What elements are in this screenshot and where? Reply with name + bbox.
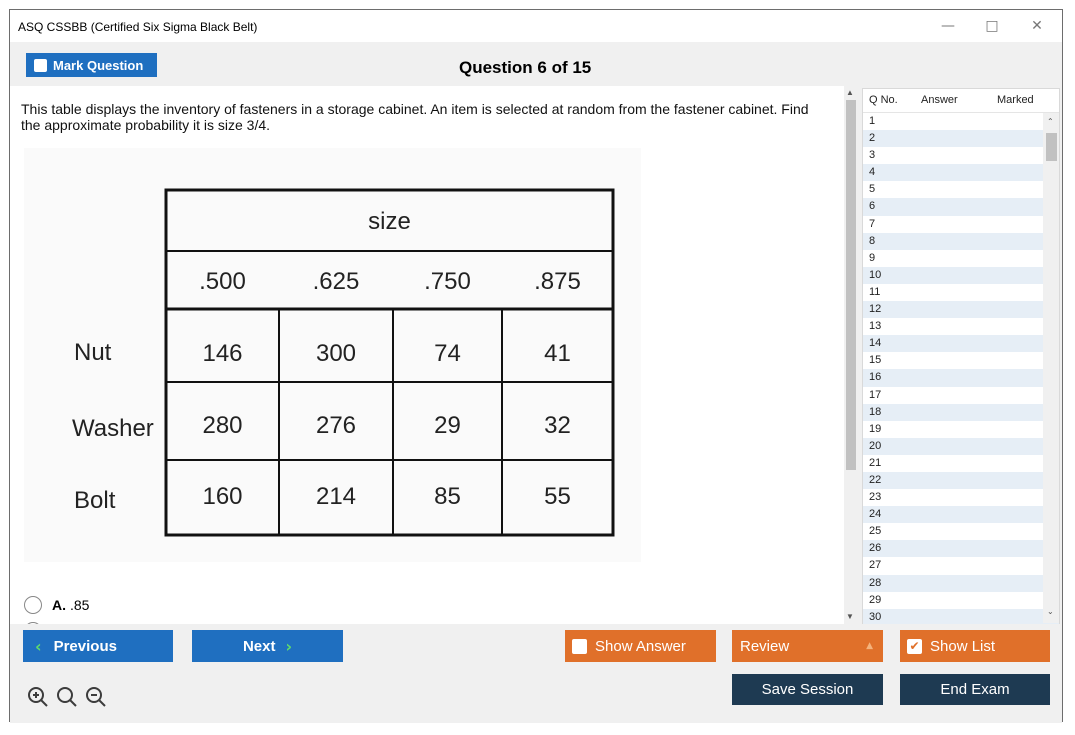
chevron-left-icon: ‹ bbox=[35, 636, 42, 656]
show-list-label: Show List bbox=[930, 637, 996, 655]
question-list-row[interactable]: 3 bbox=[869, 149, 876, 162]
scroll-up-icon[interactable]: ⌃ bbox=[1047, 117, 1054, 126]
bottom-bar bbox=[10, 624, 1062, 723]
table-row-label: Washer bbox=[72, 415, 154, 442]
marked-header: Marked bbox=[997, 94, 1034, 106]
question-list-row[interactable]: 29 bbox=[869, 593, 882, 606]
previous-button[interactable] bbox=[23, 630, 173, 662]
question-list-row[interactable]: 16 bbox=[863, 369, 1059, 386]
question-text: This table displays the inventory of fasteners in a storage cabinet. An item is selected at random from the fastener cabinet. Find the approximate probability it is size 3/4. bbox=[21, 101, 809, 133]
scroll-thumb[interactable] bbox=[846, 100, 856, 470]
answer-option-a[interactable] bbox=[24, 596, 89, 614]
review-label: Review bbox=[740, 637, 790, 655]
table-cell: 276 bbox=[315, 412, 357, 439]
table-cell: 160 bbox=[202, 483, 243, 510]
zoom-reset-icon[interactable] bbox=[58, 688, 76, 706]
question-list-row[interactable]: 24 bbox=[863, 506, 1059, 523]
question-list-row[interactable]: 21 bbox=[869, 456, 882, 469]
table-row-label: Bolt bbox=[74, 487, 116, 514]
show-answer-label: Show Answer bbox=[595, 637, 686, 655]
question-list-row[interactable]: 25 bbox=[869, 525, 882, 538]
table-cell: 32 bbox=[544, 412, 571, 439]
question-list-row[interactable]: 9 bbox=[869, 251, 876, 264]
table-cell: 280 bbox=[202, 412, 243, 439]
minimize-icon[interactable]: — bbox=[941, 18, 955, 34]
question-list-row[interactable]: 22 bbox=[863, 472, 1059, 489]
table-cell: 85 bbox=[434, 483, 461, 510]
zoom-in-icon[interactable] bbox=[29, 688, 47, 706]
question-list-row[interactable]: 13 bbox=[869, 320, 882, 333]
question-list-row[interactable]: 1 bbox=[869, 115, 876, 127]
table-cell: 300 bbox=[315, 340, 357, 367]
question-pane bbox=[10, 86, 858, 624]
table-row-label: Nut bbox=[74, 339, 112, 366]
maximize-icon[interactable]: □ bbox=[985, 18, 999, 34]
table-col-header: .750 bbox=[424, 268, 471, 295]
close-icon[interactable]: ✕ bbox=[1031, 18, 1043, 34]
table-col-header: .875 bbox=[534, 268, 581, 295]
question-list-row[interactable]: 8 bbox=[863, 233, 1059, 250]
dropdown-arrow-icon: ▲ bbox=[866, 641, 873, 651]
table-cell: 146 bbox=[202, 340, 243, 367]
qno-header: Q No. bbox=[869, 94, 898, 106]
save-session-label: Save Session bbox=[761, 681, 854, 698]
title-bar bbox=[10, 10, 1062, 42]
previous-label: Previous bbox=[53, 637, 117, 655]
mark-question-button[interactable] bbox=[26, 53, 157, 77]
scroll-down-icon[interactable]: ▼ bbox=[846, 612, 854, 621]
question-list-row[interactable]: 23 bbox=[869, 491, 882, 504]
end-exam-button[interactable] bbox=[900, 674, 1050, 705]
table-cell: 55 bbox=[544, 483, 571, 510]
scroll-thumb[interactable] bbox=[1046, 133, 1057, 161]
toolbar bbox=[10, 42, 1062, 86]
question-list-row[interactable]: 26 bbox=[863, 540, 1059, 557]
question-list-rows bbox=[863, 113, 1059, 626]
question-list-row[interactable]: 20 bbox=[863, 438, 1059, 455]
table-col-header: .500 bbox=[199, 268, 246, 295]
question-list-row[interactable]: 11 bbox=[869, 285, 881, 298]
question-list-row[interactable]: 18 bbox=[863, 404, 1059, 421]
question-list-row[interactable]: 14 bbox=[863, 335, 1059, 352]
question-list-row[interactable]: 12 bbox=[863, 301, 1059, 318]
scroll-up-icon[interactable]: ▲ bbox=[846, 88, 854, 97]
table-cell: 41 bbox=[544, 340, 571, 367]
question-image bbox=[24, 148, 641, 562]
question-scrollbar[interactable] bbox=[844, 86, 858, 624]
question-list-row[interactable]: 7 bbox=[869, 217, 876, 230]
option-text: .85 bbox=[70, 597, 90, 613]
review-dropdown[interactable] bbox=[732, 630, 883, 662]
window-title: ASQ CSSBB (Certified Six Sigma Black Belt) bbox=[18, 20, 258, 34]
checkbox-icon bbox=[572, 639, 587, 654]
question-list-row[interactable]: 19 bbox=[869, 422, 882, 435]
mark-question-label: Mark Question bbox=[53, 57, 144, 73]
show-answer-button[interactable] bbox=[565, 630, 716, 662]
checkbox-icon bbox=[34, 59, 47, 72]
question-list bbox=[862, 88, 1060, 624]
table-cell: 74 bbox=[434, 340, 461, 367]
app-window bbox=[9, 9, 1063, 722]
next-button[interactable] bbox=[192, 630, 343, 662]
question-list-row[interactable]: 27 bbox=[869, 559, 882, 572]
table-cell: 29 bbox=[434, 412, 461, 439]
question-list-row[interactable]: 30 bbox=[863, 609, 1059, 626]
radio-button[interactable] bbox=[24, 596, 42, 614]
question-list-row[interactable]: 15 bbox=[869, 354, 882, 367]
list-scrollbar[interactable] bbox=[1043, 113, 1059, 623]
question-list-row[interactable]: 10 bbox=[863, 267, 1059, 284]
question-list-row[interactable]: 2 bbox=[863, 130, 1059, 147]
end-exam-label: End Exam bbox=[940, 681, 1010, 698]
question-list-row[interactable]: 28 bbox=[863, 575, 1059, 592]
checkmark-icon: ✔ bbox=[907, 639, 922, 654]
save-session-button[interactable] bbox=[732, 674, 883, 705]
table-cell: 214 bbox=[315, 483, 357, 510]
scroll-down-icon[interactable]: ⌄ bbox=[1047, 607, 1054, 616]
question-list-row[interactable]: 4 bbox=[863, 164, 1059, 181]
show-list-button[interactable] bbox=[900, 630, 1050, 662]
question-list-row[interactable]: 6 bbox=[863, 198, 1059, 215]
table-col-header: .625 bbox=[312, 268, 360, 295]
question-list-row[interactable]: 17 bbox=[869, 388, 882, 401]
chevron-right-icon: › bbox=[285, 636, 293, 656]
zoom-controls bbox=[26, 685, 116, 711]
zoom-out-icon[interactable] bbox=[87, 688, 105, 706]
table-header-size: size bbox=[368, 208, 411, 235]
option-letter: A. bbox=[52, 597, 66, 613]
question-counter: Question 6 of 15 bbox=[459, 58, 592, 77]
answer-header: Answer bbox=[921, 94, 958, 106]
question-list-header bbox=[863, 89, 1059, 113]
question-list-row[interactable]: 5 bbox=[869, 183, 876, 196]
next-label: Next bbox=[242, 637, 276, 655]
